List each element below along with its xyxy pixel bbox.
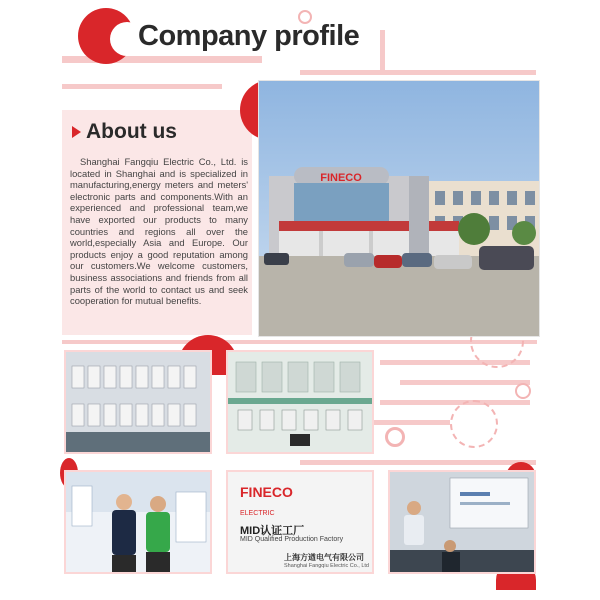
page-title: Company profile xyxy=(138,20,360,52)
certificate-company-en: Shanghai Fangqiu Electric Co., Ltd xyxy=(284,563,369,569)
presentation-illustration xyxy=(390,472,534,572)
production-line-illustration xyxy=(228,352,372,452)
circuit-node xyxy=(385,427,405,447)
about-body-text: Shanghai Fangqiu Electric Co., Ltd. is located in Shanghai and is specialized in manufacturing,energy meters and meters' electronic parts and components.With an experienced and professional team,we have exported our products to many countries and regions all over the world,especially Asia and Europe. Our products enjoy a good reputation among our customers.We welcome customers, business associations and friends from all parts of the world to contact us and seek cooperation for mutual benefits. xyxy=(70,156,248,307)
production-line-photo xyxy=(226,350,374,454)
circuit-node xyxy=(515,383,531,399)
circuit-ring xyxy=(450,400,498,448)
building-illustration xyxy=(259,81,539,336)
circuit-line xyxy=(300,460,536,465)
building-sign: FINECO xyxy=(320,172,362,184)
circuit-line xyxy=(62,84,222,89)
circuit-line xyxy=(380,30,385,75)
presentation-photo xyxy=(388,470,536,574)
play-icon xyxy=(72,126,81,138)
certificate-logo xyxy=(240,484,293,520)
circuit-line xyxy=(400,380,530,385)
certificate-company-cn: 上海方遒电气有限公司 xyxy=(284,553,364,562)
circuit-line xyxy=(300,70,536,75)
circuit-line xyxy=(380,400,530,405)
certificate-logo-text: FINECO xyxy=(240,484,293,500)
meter-testing-photo xyxy=(64,350,212,454)
team-photo xyxy=(64,470,212,574)
circuit-line xyxy=(370,420,450,425)
meter-rack-illustration xyxy=(66,352,210,452)
company-building-photo xyxy=(258,80,540,337)
team-illustration xyxy=(66,472,210,572)
mid-certificate-photo xyxy=(226,470,374,574)
circuit-line xyxy=(62,340,537,344)
certificate-subtitle: MID Qualified Production Factory xyxy=(240,536,344,543)
certificate-title: MID认证工厂 xyxy=(240,525,305,537)
certificate-logo-subtext: ELECTRIC xyxy=(240,510,275,517)
about-heading: About us xyxy=(86,120,177,143)
